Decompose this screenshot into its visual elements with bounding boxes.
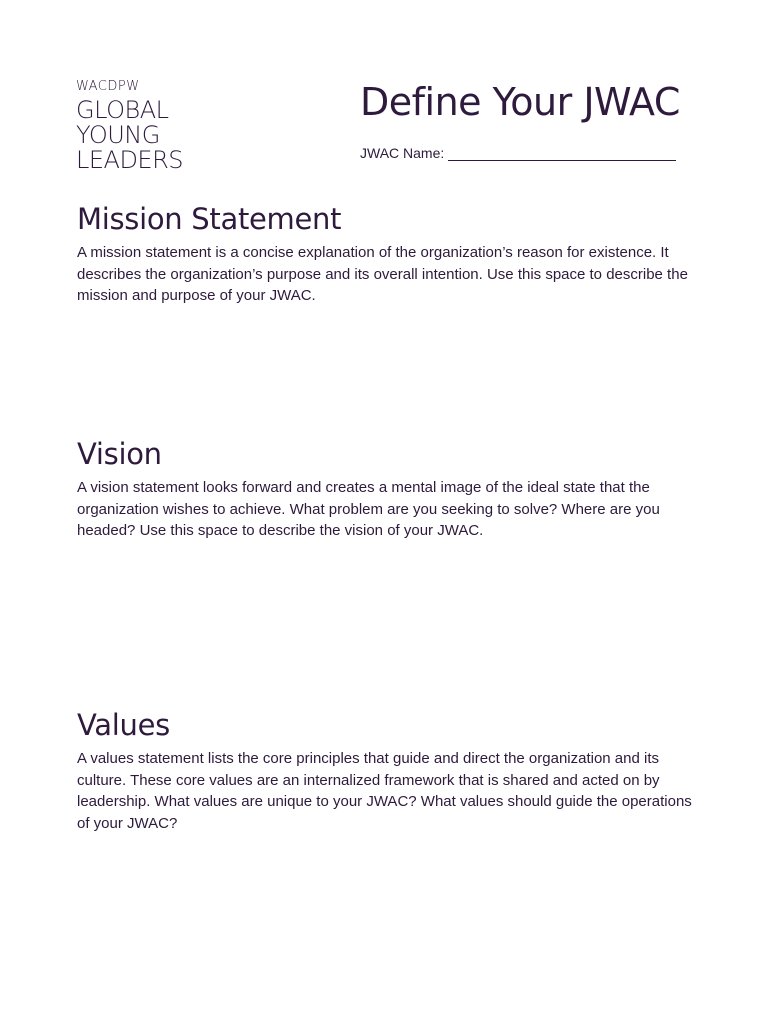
values-description: A values statement lists the core principles that guide and direct the organization and its culture. These core values are an internalized framework that is shared and acted on by leadership. What values are unique to your JWAC? What values should guide the operations of your JWAC? <box>77 750 692 832</box>
jwac-name-field[interactable] <box>448 144 676 161</box>
logo-line-leaders: LEADERS <box>76 146 184 174</box>
logo-org-name: WACDPW <box>76 79 140 94</box>
values-heading: Values <box>77 708 170 742</box>
values-answer-field[interactable] <box>77 834 697 984</box>
mission-statement-answer-field[interactable] <box>77 307 697 427</box>
vision-answer-field[interactable] <box>77 542 697 692</box>
mission-statement-heading: Mission Statement <box>77 202 342 236</box>
page-title: Define Your JWAC <box>360 80 680 124</box>
global-young-leaders-logo <box>76 80 216 173</box>
logo-line-global: GLOBAL <box>76 96 169 124</box>
vision-description: A vision statement looks forward and creates a mental image of the ideal state that the organization wishes to achieve. What problem are you seeking to solve? Where are you headed? Use this space to describe the vision of your JWAC. <box>77 479 660 539</box>
values-section <box>77 708 697 989</box>
logo-line-young: YOUNG <box>76 121 160 149</box>
jwac-name-label: JWAC Name: <box>360 145 445 161</box>
vision-section <box>77 437 697 697</box>
mission-statement-section <box>77 202 697 432</box>
jwac-name-row <box>360 144 676 161</box>
vision-heading: Vision <box>77 437 162 471</box>
mission-statement-description: A mission statement is a concise explanation of the organization’s reason for existence. It describes the organization’s purpose and its overall intention. Use this space to describe the mission and purpose of your JWAC. <box>77 244 688 304</box>
